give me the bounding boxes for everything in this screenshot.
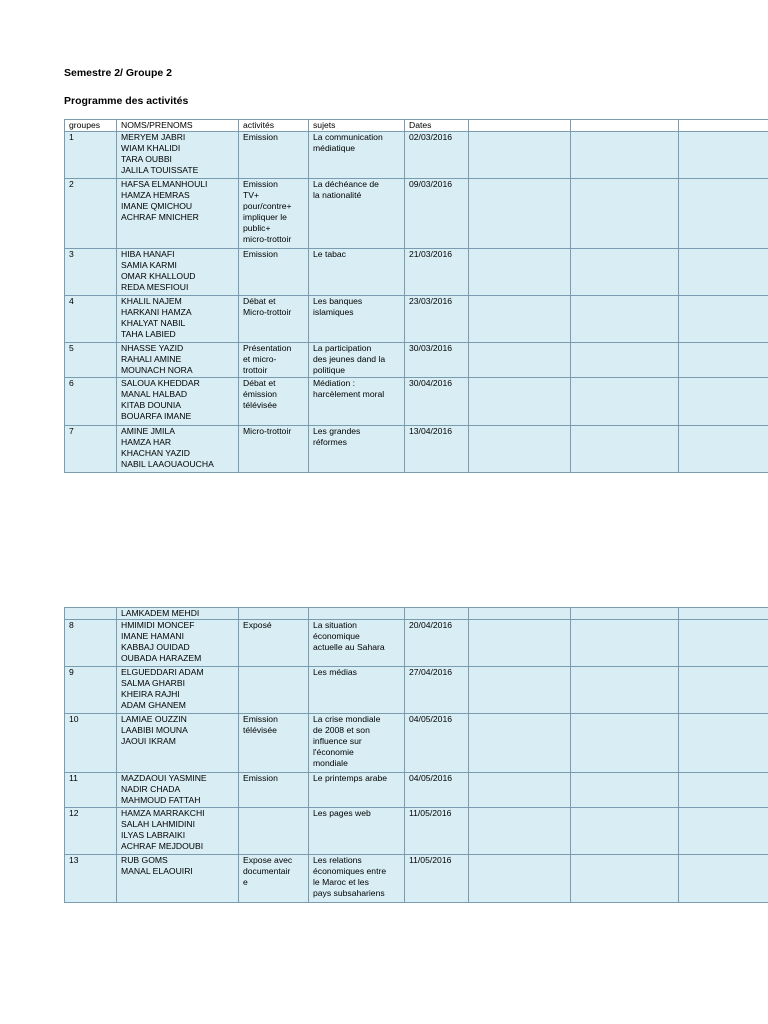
subject-cell: [309, 296, 405, 343]
subject-line: médiatique: [313, 143, 356, 153]
empty-cell: [571, 426, 679, 473]
subject-line: réformes: [313, 437, 347, 447]
subject-line: mondiale: [313, 758, 348, 768]
activity-cell: [239, 608, 309, 620]
empty-cell: [469, 426, 571, 473]
activity-line: public+: [243, 223, 271, 233]
activity-cell: [239, 620, 309, 667]
empty-cell: [679, 179, 768, 249]
empty-cell: [469, 855, 571, 903]
activity-line: trottoir: [243, 365, 268, 375]
activities-table-part-1: [64, 119, 768, 473]
subject-cell: [309, 426, 405, 473]
subject-line: de 2008 et son: [313, 725, 370, 735]
empty-cell: [571, 378, 679, 426]
activity-line: micro-trottoir: [243, 234, 292, 244]
name-line: WIAM KHALIDI: [121, 143, 181, 153]
empty-cell: [679, 667, 768, 714]
name-line: ILYAS LABRAIKI: [121, 830, 186, 840]
activity-line: impliquer le: [243, 212, 287, 222]
activity-line: Expose avec: [243, 855, 293, 865]
name-line: HAMZA MARRAKCHI: [121, 808, 205, 818]
date-cell: 04/05/2016: [405, 773, 469, 808]
names-cell: [117, 620, 239, 667]
empty-cell: [469, 714, 571, 773]
group-cell: 2: [65, 179, 117, 249]
table-row: [65, 608, 768, 620]
names-cell: [117, 249, 239, 296]
empty-cell: [469, 179, 571, 249]
activity-line: et micro-: [243, 354, 277, 364]
names-cell: [117, 132, 239, 179]
activity-line: Emission: [243, 132, 278, 142]
names-cell: [117, 378, 239, 426]
group-cell: 4: [65, 296, 117, 343]
empty-cell: [679, 855, 768, 903]
empty-cell: [571, 714, 679, 773]
empty-cell: [571, 179, 679, 249]
empty-cell: [571, 808, 679, 855]
name-line: NABIL LAAOUAOUCHA: [121, 459, 214, 469]
table-row: [65, 808, 768, 855]
column-header: [469, 120, 571, 132]
subject-line: Les grandes: [313, 426, 361, 436]
name-line: LAMIAE OUZZIN: [121, 714, 187, 724]
subject-cell: [309, 714, 405, 773]
activity-line: télévisée: [243, 400, 277, 410]
names-cell: [117, 808, 239, 855]
name-line: KABBAJ OUIDAD: [121, 642, 190, 652]
name-line: ACHRAF MEJDOUBI: [121, 841, 204, 851]
activity-line: Micro-trottoir: [243, 307, 292, 317]
group-cell: 5: [65, 343, 117, 378]
name-line: HAFSA ELMANHOULI: [121, 179, 208, 189]
empty-cell: [469, 378, 571, 426]
subject-cell: [309, 132, 405, 179]
activity-line: pour/contre+: [243, 201, 292, 211]
activity-line: Présentation: [243, 343, 292, 353]
activity-line: Emission: [243, 773, 278, 783]
empty-cell: [571, 249, 679, 296]
date-cell: 02/03/2016: [405, 132, 469, 179]
subject-line: harcèlement moral: [313, 389, 385, 399]
names-cell: [117, 296, 239, 343]
name-line: ADAM GHANEM: [121, 700, 186, 710]
empty-cell: [571, 773, 679, 808]
names-cell: [117, 426, 239, 473]
empty-cell: [469, 132, 571, 179]
subject-line: Les pages web: [313, 808, 371, 818]
subject-cell: [309, 179, 405, 249]
name-line: SAMIA KARMI: [121, 260, 177, 270]
activity-line: Débat et: [243, 378, 276, 388]
empty-cell: [679, 773, 768, 808]
subject-cell: [309, 378, 405, 426]
group-cell: [65, 608, 117, 620]
subject-line: La participation: [313, 343, 372, 353]
group-cell: 3: [65, 249, 117, 296]
name-line: HAMZA HEMRAS: [121, 190, 190, 200]
empty-cell: [679, 426, 768, 473]
name-line: JALILA TOUISSATE: [121, 165, 199, 175]
names-cell: [117, 179, 239, 249]
group-cell: 1: [65, 132, 117, 179]
empty-cell: [571, 132, 679, 179]
empty-cell: [571, 608, 679, 620]
empty-cell: [571, 343, 679, 378]
name-line: KHACHAN YAZID: [121, 448, 190, 458]
name-line: TARA OUBBI: [121, 154, 172, 164]
subject-cell: [309, 343, 405, 378]
table-row: [65, 667, 768, 714]
name-line: NHASSE YAZID: [121, 343, 184, 353]
table-row: [65, 249, 768, 296]
table-row: [65, 132, 768, 179]
table-row: [65, 620, 768, 667]
name-line: MERYEM JABRI: [121, 132, 186, 142]
empty-cell: [571, 296, 679, 343]
subject-line: Le tabac: [313, 249, 346, 259]
activity-line: e: [243, 877, 248, 887]
names-cell: [117, 714, 239, 773]
empty-cell: [679, 378, 768, 426]
subject-line: Les relations: [313, 855, 362, 865]
name-line: REDA MESFIOUI: [121, 282, 189, 292]
column-header: Dates: [405, 120, 469, 132]
names-cell: [117, 667, 239, 714]
name-line: SALAH LAHMIDINI: [121, 819, 196, 829]
empty-cell: [469, 620, 571, 667]
name-line: RUB GOMS: [121, 855, 168, 865]
name-line: BOUARFA IMANE: [121, 411, 192, 421]
activity-cell: [239, 249, 309, 296]
table-header-row: [65, 120, 768, 132]
names-cell: [117, 773, 239, 808]
name-line: KITAB DOUNIA: [121, 400, 182, 410]
subject-cell: [309, 667, 405, 714]
name-line: MOUNACH NORA: [121, 365, 193, 375]
empty-cell: [571, 667, 679, 714]
date-cell: 13/04/2016: [405, 426, 469, 473]
name-line: SALMA GHARBI: [121, 678, 185, 688]
activity-line: Exposé: [243, 620, 272, 630]
empty-cell: [469, 667, 571, 714]
name-line: LAMKADEM MEHDI: [121, 608, 200, 618]
activity-cell: [239, 179, 309, 249]
name-line: LAABIBI MOUNA: [121, 725, 188, 735]
subject-cell: [309, 249, 405, 296]
activity-cell: [239, 296, 309, 343]
column-header: [679, 120, 768, 132]
group-cell: 12: [65, 808, 117, 855]
subject-line: La situation: [313, 620, 357, 630]
empty-cell: [679, 249, 768, 296]
name-line: ELGUEDDARI ADAM: [121, 667, 204, 677]
subject-line: la nationalité: [313, 190, 362, 200]
names-cell: [117, 608, 239, 620]
name-line: JAOUI IKRAM: [121, 736, 176, 746]
activity-cell: [239, 426, 309, 473]
name-line: OMAR KHALLOUD: [121, 271, 196, 281]
activity-cell: [239, 855, 309, 903]
empty-cell: [469, 249, 571, 296]
name-line: KHALYAT NABIL: [121, 318, 186, 328]
subject-line: Le printemps arabe: [313, 773, 388, 783]
subject-line: La crise mondiale: [313, 714, 381, 724]
activity-line: documentair: [243, 866, 291, 876]
date-cell: 30/04/2016: [405, 378, 469, 426]
date-cell: [405, 608, 469, 620]
name-line: MANAL ELAOUIRI: [121, 866, 193, 876]
activities-table-part-2: [64, 607, 768, 903]
date-cell: 04/05/2016: [405, 714, 469, 773]
name-line: ACHRAF MNICHER: [121, 212, 199, 222]
empty-cell: [469, 808, 571, 855]
empty-cell: [679, 132, 768, 179]
activity-line: Micro-trottoir: [243, 426, 292, 436]
empty-cell: [469, 773, 571, 808]
program-title: Programme des activités: [64, 95, 189, 107]
date-cell: 27/04/2016: [405, 667, 469, 714]
empty-cell: [679, 620, 768, 667]
subject-line: économique: [313, 631, 360, 641]
date-cell: 11/05/2016: [405, 855, 469, 903]
activity-cell: [239, 714, 309, 773]
subject-cell: [309, 808, 405, 855]
activity-cell: [239, 667, 309, 714]
name-line: MAZDAOUI YASMINE: [121, 773, 207, 783]
names-cell: [117, 855, 239, 903]
activity-cell: [239, 773, 309, 808]
subject-cell: [309, 855, 405, 903]
subject-line: Les médias: [313, 667, 357, 677]
subject-line: l'économie: [313, 747, 354, 757]
subject-cell: [309, 620, 405, 667]
activity-cell: [239, 378, 309, 426]
subject-line: le Maroc et les: [313, 877, 369, 887]
group-cell: 10: [65, 714, 117, 773]
group-cell: 11: [65, 773, 117, 808]
name-line: HMIMIDI MONCEF: [121, 620, 195, 630]
date-cell: 30/03/2016: [405, 343, 469, 378]
subject-line: actuelle au Sahara: [313, 642, 385, 652]
empty-cell: [679, 296, 768, 343]
subject-line: politique: [313, 365, 346, 375]
name-line: OUBADA HARAZEM: [121, 653, 202, 663]
subject-line: Médiation :: [313, 378, 356, 388]
group-cell: 6: [65, 378, 117, 426]
date-cell: 21/03/2016: [405, 249, 469, 296]
table-row: [65, 426, 768, 473]
name-line: AMINE JMILA: [121, 426, 175, 436]
table-row: [65, 773, 768, 808]
empty-cell: [679, 714, 768, 773]
subject-line: économiques entre: [313, 866, 387, 876]
name-line: SALOUA KHEDDAR: [121, 378, 200, 388]
table-row: [65, 179, 768, 249]
date-cell: 11/05/2016: [405, 808, 469, 855]
names-cell: [117, 343, 239, 378]
activity-line: Emission: [243, 249, 278, 259]
empty-cell: [679, 343, 768, 378]
column-header: groupes: [65, 120, 117, 132]
column-header: sujets: [309, 120, 405, 132]
subject-line: islamiques: [313, 307, 354, 317]
subject-cell: [309, 608, 405, 620]
activity-line: Emission: [243, 714, 278, 724]
subject-line: influence sur: [313, 736, 362, 746]
empty-cell: [679, 608, 768, 620]
name-line: MANAL HALBAD: [121, 389, 188, 399]
name-line: HARKANI HAMZA: [121, 307, 192, 317]
column-header: activités: [239, 120, 309, 132]
date-cell: 20/04/2016: [405, 620, 469, 667]
empty-cell: [469, 608, 571, 620]
empty-cell: [571, 620, 679, 667]
activity-line: émission: [243, 389, 277, 399]
empty-cell: [679, 808, 768, 855]
table-row: [65, 296, 768, 343]
name-line: KHEIRA RAJHI: [121, 689, 180, 699]
name-line: RAHALI AMINE: [121, 354, 182, 364]
name-line: NADIR CHADA: [121, 784, 181, 794]
name-line: MAHMOUD FATTAH: [121, 795, 201, 805]
group-cell: 8: [65, 620, 117, 667]
table-row: [65, 378, 768, 426]
name-line: IMANE HAMANI: [121, 631, 185, 641]
group-cell: 13: [65, 855, 117, 903]
semester-title: Semestre 2/ Groupe 2: [64, 67, 172, 79]
subject-line: La communication: [313, 132, 383, 142]
date-cell: 09/03/2016: [405, 179, 469, 249]
table-row: [65, 714, 768, 773]
group-cell: 9: [65, 667, 117, 714]
subject-line: des jeunes dand la: [313, 354, 386, 364]
table-row: [65, 855, 768, 903]
name-line: KHALIL NAJEM: [121, 296, 182, 306]
subject-line: Les banques: [313, 296, 363, 306]
activity-cell: [239, 343, 309, 378]
activity-line: Débat et: [243, 296, 276, 306]
name-line: IMANE QMICHOU: [121, 201, 193, 211]
empty-cell: [469, 296, 571, 343]
name-line: TAHA LABIED: [121, 329, 176, 339]
table-row: [65, 343, 768, 378]
empty-cell: [571, 855, 679, 903]
activity-cell: [239, 132, 309, 179]
activity-cell: [239, 808, 309, 855]
subject-cell: [309, 773, 405, 808]
subject-line: pays subsahariens: [313, 888, 385, 898]
activity-line: Emission: [243, 179, 278, 189]
name-line: HIBA HANAFI: [121, 249, 175, 259]
name-line: HAMZA HAR: [121, 437, 172, 447]
subject-line: La déchéance de: [313, 179, 379, 189]
empty-cell: [469, 343, 571, 378]
activity-line: TV+: [243, 190, 259, 200]
date-cell: 23/03/2016: [405, 296, 469, 343]
column-header: [571, 120, 679, 132]
column-header: NOMS/PRENOMS: [117, 120, 239, 132]
activity-line: télévisée: [243, 725, 277, 735]
group-cell: 7: [65, 426, 117, 473]
